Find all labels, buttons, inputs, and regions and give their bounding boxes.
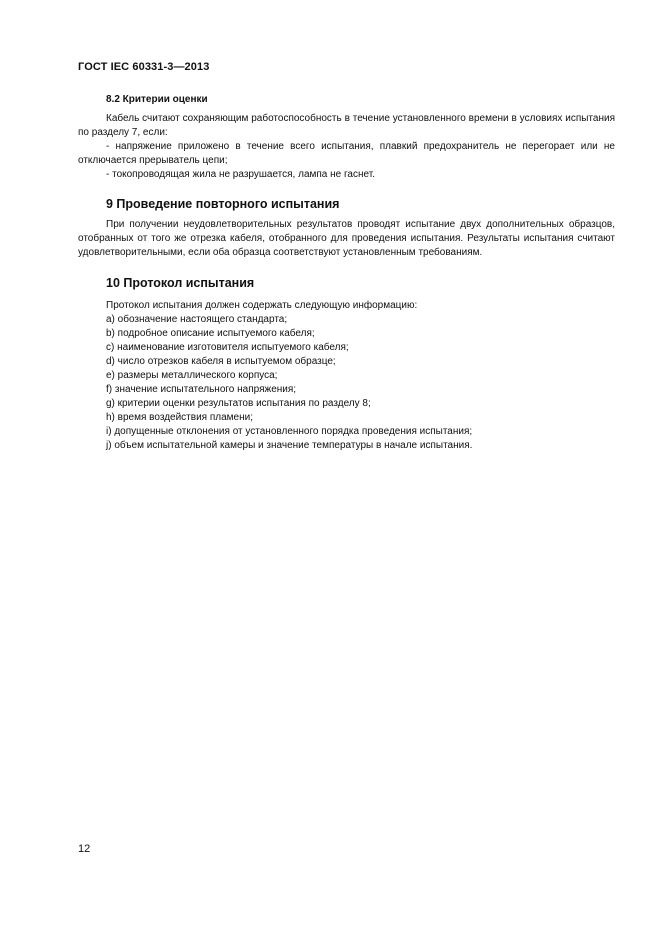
list-item: g) критерии оценки результатов испытания по разделу 8; bbox=[106, 398, 371, 409]
section-9-text: При получении неудовлетворительных результатов проводят испытание двух дополнительных образцов, отобранных от того же отрезка кабеля, отобранного для проведения испытания. Результаты испытания считают удовлетворительными, если оба образца соответствуют установленным требованиям. bbox=[78, 219, 615, 258]
list-item: e) размеры металлического корпуса; bbox=[106, 370, 278, 381]
list-item: i) допущенные отклонения от установленного порядка проведения испытания; bbox=[106, 426, 473, 437]
list-item: c) наименование изготовителя испытуемого кабеля; bbox=[106, 342, 349, 353]
list-item: d) число отрезков кабеля в испытуемом образце; bbox=[106, 356, 336, 367]
section-10 bbox=[78, 275, 615, 453]
list-item: b) подробное описание испытуемого кабеля; bbox=[106, 328, 315, 339]
list-item: h) время воздействия пламени; bbox=[106, 412, 253, 423]
list-item: f) значение испытательного напряжения; bbox=[106, 384, 297, 395]
section-8-2-item-1: - напряжение приложено в течение всего испытания, плавкий предохранитель не перегорает или не отключается прерыватель цепи; bbox=[78, 141, 615, 166]
section-8-2-intro: Кабель считают сохраняющим работоспособность в течение установленного времени в условиях испытания по разделу 7, если: bbox=[78, 113, 615, 138]
list-item: j) объем испытательной камеры и значение температуры в начале испытания. bbox=[106, 440, 473, 451]
section-10-list bbox=[78, 313, 615, 453]
page-number: 12 bbox=[78, 843, 91, 855]
section-9-title: 9 Проведение повторного испытания bbox=[106, 197, 340, 211]
section-8-2-title: 8.2 Критерии оценки bbox=[106, 94, 208, 105]
section-8-2 bbox=[78, 93, 615, 182]
section-9 bbox=[78, 196, 615, 260]
section-8-2-item-2: - токопроводящая жила не разрушается, лампа не гаснет. bbox=[106, 169, 375, 180]
list-item: a) обозначение настоящего стандарта; bbox=[106, 314, 288, 325]
document-header: ГОСТ IEC 60331-3—2013 bbox=[78, 61, 210, 73]
section-10-intro: Протокол испытания должен содержать следующую информацию: bbox=[106, 300, 418, 311]
section-10-title: 10 Протокол испытания bbox=[106, 276, 255, 290]
